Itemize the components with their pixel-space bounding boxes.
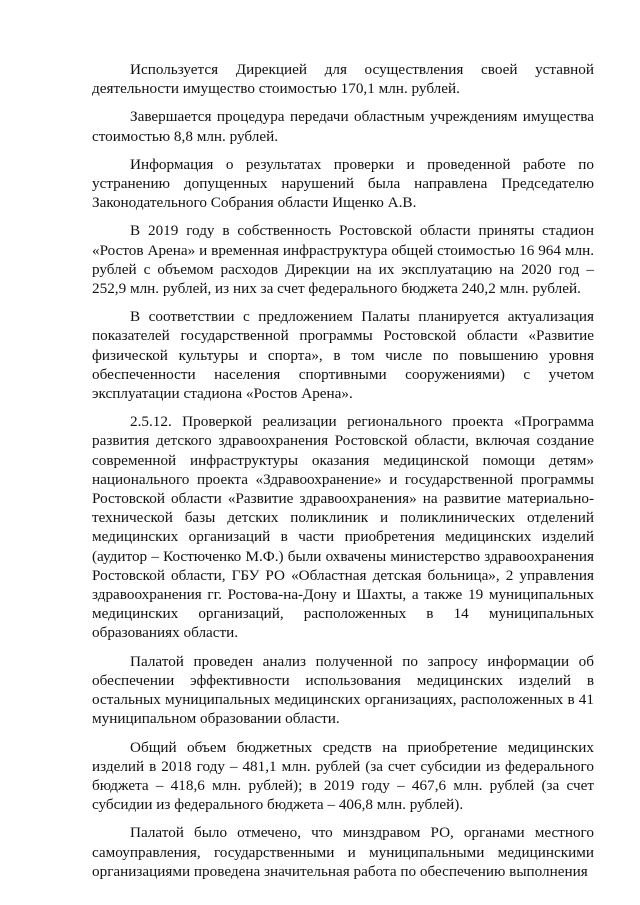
- paragraph-program-update: В соответствии с предложением Палаты планируется актуализация показателей государственной программы Ростовской области «Развитие физической культуры и спорта», в том числе по повышению уровня обеспеченности населения спортивными сооружениями) с учетом эксплуатации стадиона «Ростов Арена».: [92, 308, 594, 403]
- paragraph-inspection-results: Информация о результатах проверки и проведенной работе по устранению допущенных нарушений была направлена Председателю Законодательного Собрания области Ищенко А.В.: [92, 155, 594, 212]
- paragraph-conclusion: Палатой было отмечено, что минздравом РО, органами местного самоуправления, государственными и муниципальными медицинскими организациями проведена значительная работа по обеспечению выполнения: [92, 824, 594, 880]
- paragraph-analysis: Палатой проведен анализ полученной по запросу информации об обеспечении эффективности использования медицинских изделий в остальных муниципальных медицинских организациях, расположенных в 41 муниципальном образовании области.: [92, 652, 594, 728]
- paragraph-budget-volume: Общий объем бюджетных средств на приобретение медицинских изделий в 2018 году – 481,1 млн. рублей (за счет субсидии из федерального бюджета – 418,6 млн. рублей); в 2019 году – 467,6 млн. рублей (за счет субсидии из федерального бюджета – 406,8 млн. рублей).: [92, 738, 594, 814]
- paragraph-rostov-arena: В 2019 году в собственность Ростовской области приняты стадион «Ростов Арена» и временная инфраструктура общей стоимостью 16 964 млн. рублей с объемом расходов Дирекции на их эксплуатацию на 2020 год – 252,9 млн. рублей, из них за счет федерального бюджета 240,2 млн. рублей.: [92, 222, 594, 298]
- paragraph-property-use: Используется Дирекцией для осуществления своей уставной деятельности имущество стоимостью 170,1 млн. рублей.: [92, 61, 594, 98]
- paragraph-property-transfer: Завершается процедура передачи областным учреждениям имущества стоимостью 8,8 млн. рублей.: [92, 108, 594, 145]
- paragraph-section-2-5-12: 2.5.12. Проверкой реализации регионального проекта «Программа развития детского здравоохранения Ростовской области, включая создание современной инфраструктуры оказания медицинской помощи детям» национального проекта «Здравоохранение» и государственной программы Ростовской области «Развитие здравоохранения» на развитие материально-технической базы детских поликлиник и поликлинических отделений медицинских организаций в части приобретения медицинских изделий (аудитор – Костюченко М.Ф.) были охвачены министерство здравоохранения Ростовской области, ГБУ РО «Областная детская больница», 2 управления здравоохранения гг. Ростова-на-Дону и Шахты, а также 19 муниципальных медицинских организаций, расположенных в 14 муниципальных образованиях области.: [92, 413, 594, 642]
